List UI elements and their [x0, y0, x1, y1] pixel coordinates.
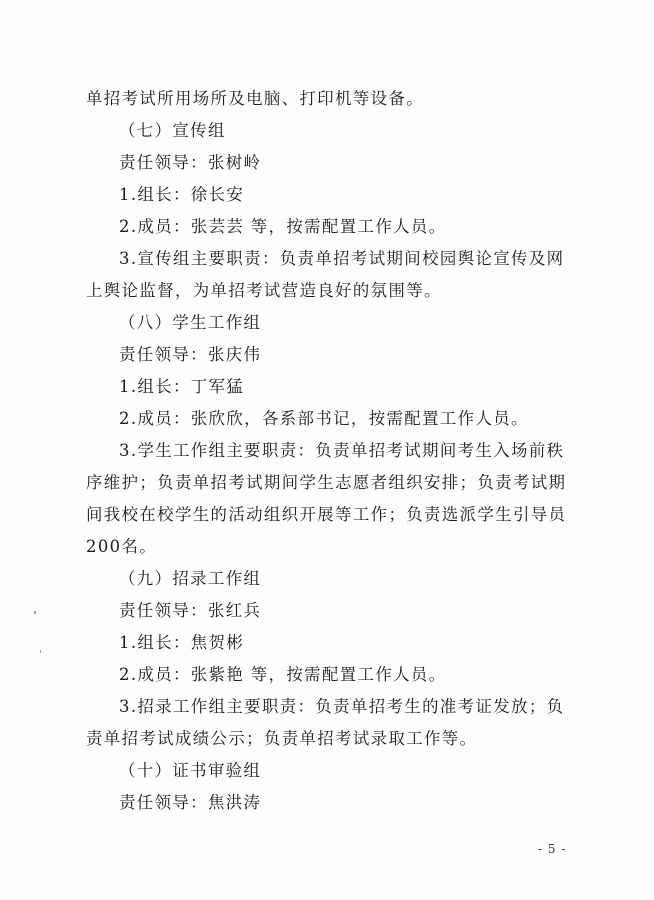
duties-line-1: 3.宣传组主要职责：负责单招考试期间校园舆论宣传及网 [119, 249, 565, 268]
group-members: 2.成员：张紫艳 等，按需配置工作人员。 [119, 665, 447, 684]
group-leader: 1.组长：焦贺彬 [119, 633, 245, 652]
responsible-leader: 责任领导：张树岭 [119, 153, 262, 172]
responsible-leader: 责任领导：张红兵 [119, 601, 262, 620]
page-number: - 5 - [538, 842, 567, 856]
group-members: 2.成员：张芸芸 等，按需配置工作人员。 [119, 217, 447, 236]
group-leader: 1.组长：丁军猛 [119, 377, 245, 396]
duties-line-2: 上舆论监督，为单招考试营造良好的氛围等。 [86, 281, 442, 300]
duties-line-2: 责单招考试成绩公示；负责单招考试录取工作等。 [86, 729, 478, 748]
responsible-leader: 责任领导：焦洪涛 [119, 793, 262, 812]
paragraph-continuation: 单招考试所用场所及电脑、打印机等设备。 [86, 89, 425, 108]
duties-line-1: 3.学生工作组主要职责：负责单招考试期间考生入场前秩 [119, 441, 565, 460]
section-heading-admission: （九）招录工作组 [119, 569, 262, 588]
section-heading-student-work: （八）学生工作组 [119, 313, 262, 332]
scan-speck [34, 611, 36, 614]
duties-line-4: 200名。 [86, 537, 158, 556]
group-leader: 1.组长：徐长安 [119, 185, 245, 204]
document-body [86, 83, 570, 819]
responsible-leader: 责任领导：张庆伟 [119, 345, 262, 364]
duties-line-1: 3.招录工作组主要职责：负责单招考生的准考证发放；负 [119, 697, 565, 716]
section-heading-publicity: （七）宣传组 [119, 121, 226, 140]
duties-line-2: 序维护；负责单招考试期间学生志愿者组织安排；负责考试期 [86, 473, 567, 492]
section-heading-certificate: （十）证书审验组 [119, 761, 262, 780]
duties-line-3: 间我校在校学生的活动组织开展等工作；负责选派学生引导员 [86, 505, 567, 524]
scan-speck [40, 650, 41, 653]
group-members: 2.成员：张欣欣，各系部书记，按需配置工作人员。 [119, 409, 529, 428]
